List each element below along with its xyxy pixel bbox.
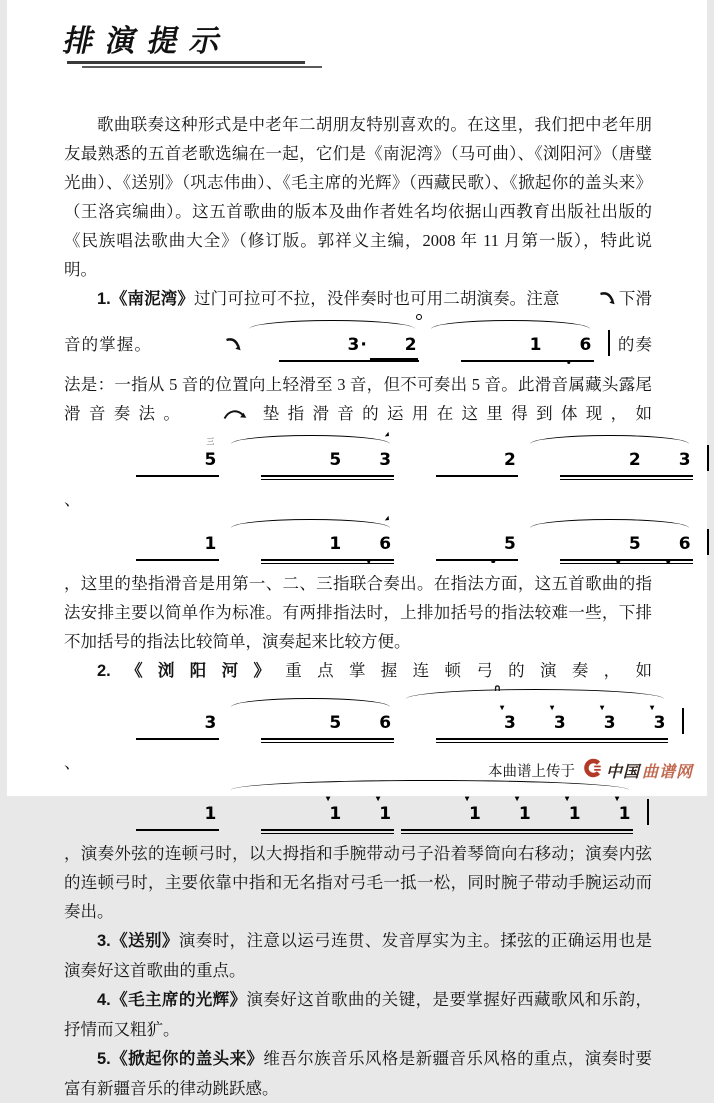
beam — [136, 738, 219, 740]
text-segment: 演奏好这首歌曲的关键，是要掌握好西藏歌风和乐韵，抒情而又粗犷。 — [64, 990, 652, 1039]
slur-arrow — [231, 435, 390, 444]
note-digit: 3 — [603, 713, 616, 733]
para-intro — [64, 110, 652, 284]
beam-run — [136, 437, 219, 474]
footer — [488, 759, 693, 782]
note-group — [402, 683, 669, 748]
note — [469, 451, 519, 469]
para-song-2-liuyanghe — [64, 656, 666, 926]
staccato-mark: ▼ — [515, 795, 520, 803]
staccato-mark: ▼ — [500, 704, 505, 712]
staccato-mark: ▼ — [325, 795, 331, 803]
beam-run — [560, 445, 693, 474]
note-digit: 2 — [404, 335, 417, 355]
note — [593, 451, 643, 469]
note-group — [227, 514, 395, 569]
note — [434, 795, 484, 824]
beam — [261, 563, 394, 565]
note — [494, 336, 544, 354]
song-title-bold: 5.《掀起你的盖头来》 — [97, 1050, 264, 1068]
dot-after: · — [360, 335, 367, 355]
note-digit: 3 — [553, 713, 566, 733]
barline — [647, 799, 649, 825]
note — [169, 437, 219, 470]
note-group — [526, 430, 694, 485]
note — [294, 714, 344, 732]
note — [469, 535, 519, 553]
staccato-mark: ▼ — [550, 704, 555, 712]
note — [643, 451, 693, 469]
note-digit: 1 — [329, 804, 342, 824]
note — [618, 704, 668, 733]
slur-plain — [406, 689, 664, 699]
beam-run — [436, 529, 519, 558]
text-segment: ，这里的垫指滑音是用第一、二、三指联合奏出。在指法方面，这五首歌曲的指法安排主要以简单作为标准。有两排指法时，上排加括号的指法较难一些，下排不加括号的指法比较简单，演奏起来比较方便。 — [64, 574, 652, 651]
note-digit: 2 — [504, 450, 516, 470]
slur-plain — [231, 698, 390, 707]
footer-upload-text: 本曲谱上传于 — [487, 764, 575, 780]
arc-arrow-icon — [190, 401, 248, 430]
note-digit: 3 — [653, 713, 666, 733]
beam — [261, 559, 394, 561]
title-underline-1 — [67, 61, 305, 64]
note-digit: 5 — [329, 713, 342, 733]
music-site-logo-icon — [584, 759, 602, 782]
note-group — [227, 777, 634, 839]
note-group — [402, 430, 520, 485]
note — [483, 795, 533, 824]
beam — [261, 833, 394, 835]
beam — [401, 833, 633, 835]
barline — [707, 529, 709, 555]
title-underline-2 — [82, 66, 322, 68]
note — [169, 714, 219, 732]
text-segment: 演奏时，注意以运弓连贯、发音厚实为主。揉弦的正确运用也是演奏好这首歌曲的重点。 — [64, 931, 653, 980]
note — [294, 451, 344, 469]
note — [312, 336, 369, 354]
beam — [401, 829, 633, 831]
note-digit: 1 — [379, 804, 392, 824]
text-segment: 、 — [64, 490, 81, 509]
song-title-bold: 4.《毛主席的光辉》 — [97, 991, 247, 1009]
note-group — [245, 315, 420, 370]
note-group — [402, 514, 520, 569]
note — [344, 795, 394, 824]
slur-plain — [530, 435, 689, 444]
note-digit: 1 — [518, 804, 531, 824]
note — [568, 704, 618, 733]
note — [344, 535, 394, 553]
note-digit: 1 — [204, 534, 217, 554]
note — [169, 535, 219, 553]
slide-down-icon — [566, 286, 617, 315]
text-segment: 重点掌握连顿弓的演奏，如 — [285, 661, 653, 680]
text-segment: 过门可拉可不拉，没伴奏时也可用二胡演奏。注意 — [193, 289, 564, 308]
beam — [279, 360, 419, 362]
jianpu-notation — [69, 430, 711, 485]
barline — [682, 708, 684, 734]
beam — [136, 559, 219, 561]
song-title-bold: 3.《送别》 — [97, 932, 179, 950]
note-digit: 5 — [329, 450, 342, 470]
beam — [560, 479, 693, 481]
note-digit: 1 — [329, 534, 342, 554]
note-digit: 1 — [204, 804, 217, 824]
logo-text-china: 中国 — [605, 764, 640, 781]
beam — [560, 559, 693, 561]
beam — [436, 738, 668, 740]
barline — [608, 330, 610, 356]
logo-c-arc — [586, 761, 598, 775]
text-segment: 垫指滑音的运用在这里得到体现，如 — [250, 404, 653, 423]
slur-plain — [431, 320, 590, 329]
site-logo — [582, 759, 693, 782]
note — [369, 336, 419, 354]
beam-run — [461, 330, 594, 359]
text-segment: 歌曲联奏这种形式是中老年二胡朋友特别喜欢的。在这里，我们把中老年朋友最熟悉的五首老歌选编在一起，它们是《南泥湾》（马可曲）、《浏阳河》（唐璧光曲）、《送别》（巩志伟曲）、《毛主席的光辉》（西藏民歌）、《掀起你的盖头来》（王洛宾编曲）。这五首歌曲的版本及曲作者姓名均依据山西教育出版社出版的《民族唱法歌曲大全》（修订版。郭祥义主编，2008 年 11 月第一版），特此说明。 — [64, 115, 652, 279]
slur-arrow — [231, 519, 390, 528]
note-digit: 5 — [204, 450, 217, 470]
jianpu-notation — [69, 514, 711, 569]
beam-run — [261, 445, 394, 474]
text-segment: 下滑音的掌握。 — [64, 289, 653, 354]
beam — [136, 829, 219, 831]
beam-run — [279, 330, 419, 359]
document-page — [7, 0, 707, 1098]
logo-text-qupuwang: 曲谱网 — [641, 764, 693, 781]
note-group — [427, 315, 595, 370]
staccato-mark: ▼ — [375, 795, 381, 803]
note-digit: 6 — [379, 713, 392, 733]
beam — [261, 742, 394, 744]
beam-run — [436, 445, 519, 474]
note-group — [227, 693, 395, 748]
jianpu-notation — [69, 777, 651, 839]
note-digit: 1 — [529, 335, 542, 355]
note-group — [102, 693, 220, 748]
page-title: 排演提示 — [60, 25, 236, 58]
beam-run — [136, 799, 219, 828]
note-group — [102, 430, 220, 485]
note-digit: 3 — [504, 713, 516, 733]
staccato-mark: ▼ — [564, 795, 570, 803]
beam — [436, 742, 668, 744]
note-digit: 1 — [568, 804, 581, 824]
note-digit: 5 — [504, 534, 516, 554]
note — [583, 795, 633, 824]
note-digit: 3 — [204, 713, 217, 733]
note — [533, 795, 583, 824]
text-segment: ，演奏外弦的连顿弓时，以大拇指和手腕带动弓子沿着琴筒向右移动；演奏内弦的连顿弓时，主要依靠中指和无名指对弓毛一抵一松，同时腕子带动手腕运动而奏出。 — [64, 844, 652, 921]
text-segment: 的奏法是：一指从 5 音的位置向上轻滑至 3 音，但不可奏出 5 音。此滑音属藏头露尾滑音奏法。 — [64, 335, 652, 423]
note-digit: 6 — [579, 335, 592, 355]
beam-run — [136, 708, 219, 737]
beam-run — [136, 529, 219, 558]
beam-run — [436, 704, 668, 737]
para-song-3-songbie — [64, 926, 652, 985]
note — [518, 704, 568, 733]
note — [344, 714, 394, 732]
note-digit: 1 — [469, 804, 481, 824]
text-segment: 维吾尔族音乐风格是新疆音乐风格的重点，演奏时要富有新疆音乐的律动跳跃感。 — [64, 1049, 653, 1098]
note — [294, 535, 344, 553]
note-group — [102, 784, 220, 839]
note — [643, 535, 693, 553]
beam-run — [560, 529, 693, 558]
slide-down-icon — [192, 332, 243, 361]
note-digit: 3 — [347, 335, 360, 355]
beam-run — [261, 708, 394, 737]
note-group — [227, 430, 395, 485]
beam-run — [261, 529, 394, 558]
note-group — [102, 514, 220, 569]
staccato-mark: ▼ — [599, 704, 605, 712]
note-group — [526, 514, 694, 569]
song-title-bold: 2.《浏阳河》 — [97, 662, 286, 680]
note — [544, 336, 594, 354]
note — [593, 535, 643, 553]
finger-mark: 三 — [206, 437, 215, 446]
note-digit: 3 — [379, 450, 392, 470]
para-song-1-nanniwan — [64, 284, 691, 656]
beam — [261, 475, 394, 477]
staccato-mark: ▼ — [465, 795, 470, 803]
beam — [560, 475, 693, 477]
beam — [436, 475, 519, 477]
barline — [707, 445, 709, 471]
jianpu-notation — [157, 315, 612, 370]
note-digit: 5 — [628, 534, 641, 554]
note — [344, 451, 394, 469]
beam — [436, 559, 519, 561]
beam — [461, 360, 594, 362]
para-song-5-xianqi — [64, 1044, 652, 1103]
beam — [261, 829, 394, 831]
beam-run — [261, 795, 394, 828]
note-digit: 1 — [618, 804, 631, 824]
staccato-mark: ▼ — [649, 704, 655, 712]
jianpu-notation — [69, 683, 686, 748]
bow-mark: ∩ — [493, 683, 502, 694]
beam — [136, 475, 219, 477]
song-title-bold: 1.《南泥湾》 — [97, 290, 194, 308]
note-digit: 6 — [678, 534, 691, 554]
beam — [560, 563, 693, 565]
slur-circle — [249, 320, 415, 329]
note-digit: 2 — [628, 450, 641, 470]
note — [469, 704, 519, 733]
para-song-4-maozhuxi — [64, 985, 652, 1044]
text-segment: 、 — [64, 753, 81, 772]
beam-run — [401, 795, 633, 828]
note — [294, 795, 344, 824]
staccato-mark: ▼ — [614, 795, 620, 803]
note-digit: 3 — [678, 450, 691, 470]
beam — [261, 479, 394, 481]
slur-plain — [530, 519, 689, 528]
beam — [261, 738, 394, 740]
note — [169, 805, 219, 823]
note-digit: 6 — [379, 534, 392, 554]
